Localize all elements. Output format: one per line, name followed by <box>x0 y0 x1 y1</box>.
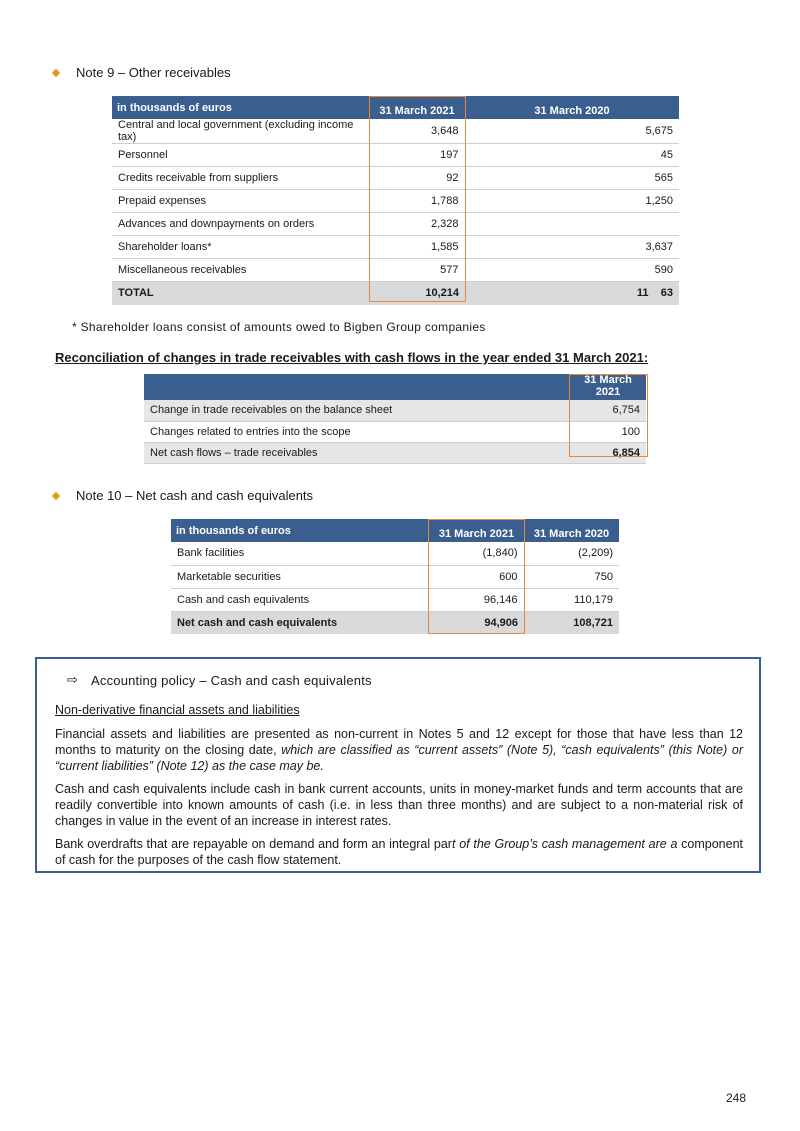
table-header-row <box>144 374 646 400</box>
total-2021: 94,906 <box>429 611 524 634</box>
table-row <box>112 259 679 282</box>
row-label: Change in trade receivables on the balance sheet <box>144 400 570 421</box>
value-2021: 96,146 <box>429 588 524 611</box>
table-row <box>171 565 619 588</box>
row-label: Changes related to entries into the scope <box>144 421 570 442</box>
total-2020: 11 63 <box>465 282 679 305</box>
table-header-cell: 31 March 2020 <box>465 96 679 119</box>
value-2021: 92 <box>369 167 465 190</box>
value-2021: 6,854 <box>570 442 646 463</box>
total-2021: 10,214 <box>369 282 465 305</box>
policy-title: Accounting policy – Cash and cash equivalents <box>91 673 372 688</box>
page-number: 248 <box>725 1091 746 1105</box>
table-row <box>144 421 646 442</box>
arrow-right-icon: ⇨ <box>67 672 78 687</box>
table-row <box>112 213 679 236</box>
row-label: Net cash flows – trade receivables <box>144 442 570 463</box>
value-2021: 100 <box>570 421 646 442</box>
total-row <box>171 611 619 634</box>
table-row <box>171 588 619 611</box>
note9-title: Note 9 – Other receivables <box>76 65 231 80</box>
note10-title: Note 10 – Net cash and cash equivalents <box>76 488 314 503</box>
value-2021: 2,328 <box>369 213 465 236</box>
note9-table <box>112 96 679 305</box>
row-label: Personnel <box>112 144 369 167</box>
policy-paragraph <box>55 836 743 868</box>
row-label: Miscellaneous receivables <box>112 259 369 282</box>
table-row <box>144 400 646 421</box>
value-2021: (1,840) <box>429 542 524 565</box>
table-header-cell <box>144 374 570 400</box>
table-row <box>112 236 679 259</box>
row-label: Central and local government (excluding income tax) <box>112 119 369 144</box>
value-2020: 5,675 <box>465 119 679 144</box>
policy-subtitle: Non-derivative financial assets and liabilities <box>55 703 300 717</box>
reconciliation-title: Reconciliation of changes in trade receivables with cash flows in the year ended 31 March 2021: <box>55 350 649 365</box>
row-label: Marketable securities <box>171 565 429 588</box>
value-2021: 1,788 <box>369 190 465 213</box>
total-row <box>144 442 646 463</box>
bullet-icon <box>52 492 60 500</box>
table-header-cell: 31 March 2021 <box>570 374 646 400</box>
table-header-row <box>112 96 679 119</box>
total-label: Net cash and cash equivalents <box>171 611 429 634</box>
bullet-icon <box>52 69 60 77</box>
table-header-cell: 31 March 2020 <box>524 519 619 542</box>
policy-text-italic: which are classified as “current assets” (Note 5), “cash equivalents” (this Note) or “current liabilities” (Note 12) as the case may be. <box>55 743 743 773</box>
row-label: Cash and cash equivalents <box>171 588 429 611</box>
policy-text: Financial assets and liabilities are presented as non-current in Notes 5 and 12 except for those that have less than 12 months to maturity on the closing date, <box>55 727 743 757</box>
value-2021: 197 <box>369 144 465 167</box>
value-2020: 3,637 <box>465 236 679 259</box>
value-2021: 6,754 <box>570 400 646 421</box>
value-2021: 600 <box>429 565 524 588</box>
table-header-cell: 31 March 2021 <box>369 96 465 119</box>
value-2020: 565 <box>465 167 679 190</box>
note10-table <box>171 519 619 634</box>
table-row <box>112 190 679 213</box>
value-2020 <box>465 213 679 236</box>
reconciliation-table <box>144 374 646 464</box>
value-2021: 1,585 <box>369 236 465 259</box>
policy-paragraph: Cash and cash equivalents include cash in bank current accounts, units in money-market funds and term accounts that are readily convertible into known amounts of cash (i.e. in less than three months) and are subject to a non-material risk of changes in value in the event of an increase in interest rates. <box>55 782 743 828</box>
value-2021: 3,648 <box>369 119 465 144</box>
table-header-cell: 31 March 2021 <box>429 519 524 542</box>
value-2020: 1,250 <box>465 190 679 213</box>
row-label: Advances and downpayments on orders <box>112 213 369 236</box>
table-row <box>112 167 679 190</box>
table-header-cell: in thousands of euros <box>171 519 429 542</box>
shareholder-loans-footnote: * Shareholder loans consist of amounts owed to Bigben Group companies <box>72 320 486 334</box>
table-row <box>112 144 679 167</box>
row-label: Shareholder loans* <box>112 236 369 259</box>
row-label: Credits receivable from suppliers <box>112 167 369 190</box>
value-2021: 577 <box>369 259 465 282</box>
table-header-row <box>171 519 619 542</box>
policy-text: Bank overdrafts that are repayable on demand and form an integral par <box>55 837 452 851</box>
value-2020: 110,179 <box>524 588 619 611</box>
value-2020: (2,209) <box>524 542 619 565</box>
value-2020: 750 <box>524 565 619 588</box>
policy-text-italic: t of the Group’s cash management are a <box>451 837 678 851</box>
row-label: Prepaid expenses <box>112 190 369 213</box>
row-label: Bank facilities <box>171 542 429 565</box>
table-header-cell: in thousands of euros <box>112 96 369 119</box>
total-label: TOTAL <box>112 282 369 305</box>
table-row <box>171 542 619 565</box>
total-2020: 108,721 <box>524 611 619 634</box>
value-2020: 45 <box>465 144 679 167</box>
table-row <box>112 119 679 144</box>
value-2020: 590 <box>465 259 679 282</box>
policy-paragraph <box>55 726 743 774</box>
total-row <box>112 282 679 305</box>
policy-text: component of cash for the purposes of the cash flow statement. <box>55 837 743 867</box>
